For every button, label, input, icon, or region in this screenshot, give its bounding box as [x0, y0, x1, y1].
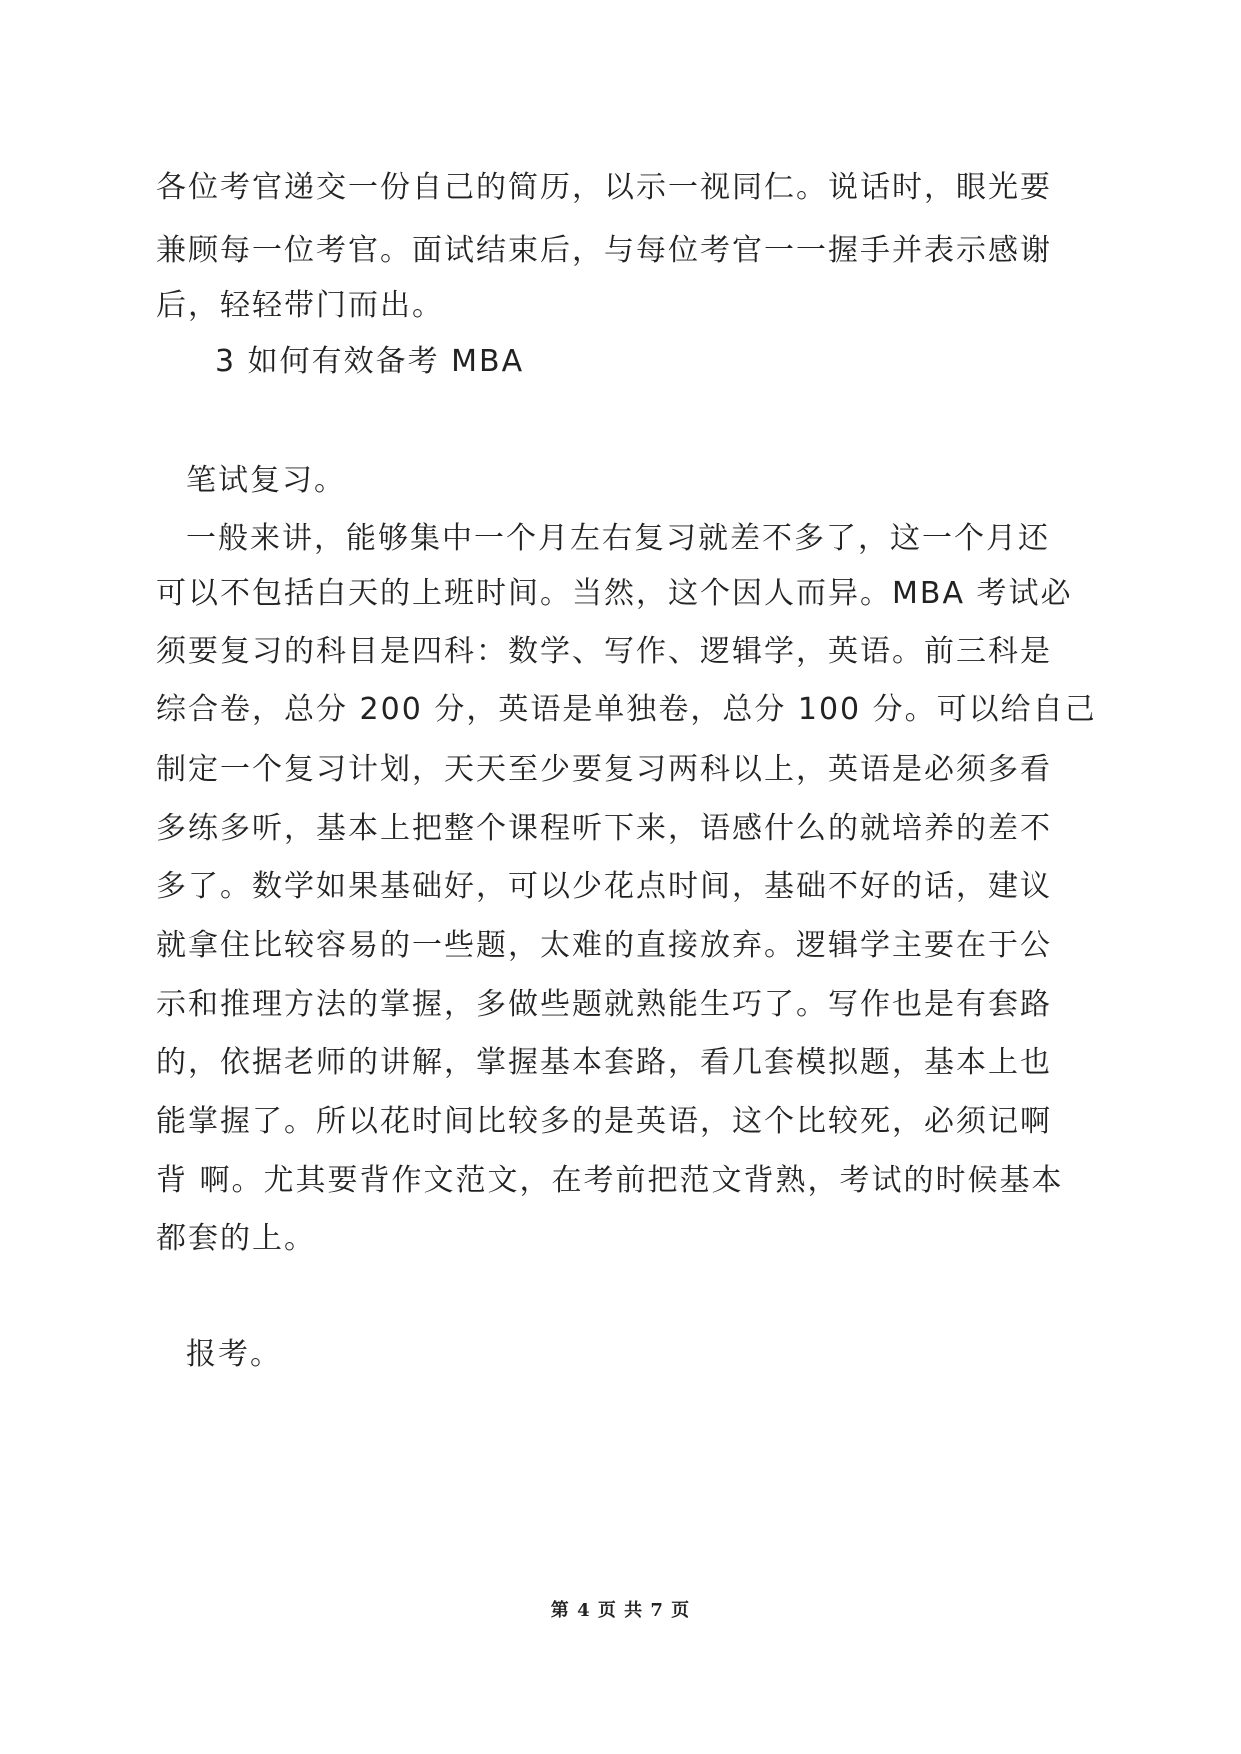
- body-text-line: 能掌握了。所以花时间比较多的是英语，这个比较死，必须记啊: [156, 1104, 1052, 1139]
- subheading-written-exam: 笔试复习。: [186, 463, 346, 498]
- section-heading: 3 如何有效备考 MBA: [215, 344, 525, 379]
- body-text-line: 背 啊。尤其要背作文范文，在考前把范文背熟，考试的时候基本: [156, 1163, 1064, 1198]
- body-text-line: 兼顾每一位考官。面试结束后，与每位考官一一握手并表示感谢: [156, 233, 1052, 268]
- body-text-line: 示和推理方法的掌握，多做些题就熟能生巧了。写作也是有套路: [156, 987, 1052, 1022]
- body-text-line: 可以不包括白天的上班时间。当然，这个因人而异。MBA 考试必: [156, 576, 1073, 611]
- body-text-line: 各位考官递交一份自己的简历，以示一视同仁。说话时，眼光要: [156, 170, 1052, 205]
- body-text-line: 多了。数学如果基础好，可以少花点时间，基础不好的话，建议: [156, 869, 1052, 904]
- body-text-line: 多练多听，基本上把整个课程听下来，语感什么的就培养的差不: [156, 811, 1052, 846]
- body-text-line: 的，依据老师的讲解，掌握基本套路，看几套模拟题，基本上也: [156, 1045, 1052, 1080]
- body-text-line: 须要复习的科目是四科：数学、写作、逻辑学，英语。前三科是: [156, 634, 1052, 669]
- body-text-line: 后，轻轻带门而出。: [156, 288, 444, 323]
- page-number-footer: 第 4 页 共 7 页: [550, 1600, 691, 1621]
- body-text-line: 就拿住比较容易的一些题，太难的直接放弃。逻辑学主要在于公: [156, 928, 1052, 963]
- body-text-line: 一般来讲，能够集中一个月左右复习就差不多了，这一个月还: [186, 521, 1050, 556]
- body-text-line: 都套的上。: [156, 1221, 316, 1256]
- body-text-line: 综合卷，总分 200 分，英语是单独卷，总分 100 分。可以给自己: [156, 692, 1097, 727]
- body-text-line: 制定一个复习计划，天天至少要复习两科以上，英语是必须多看: [156, 752, 1052, 787]
- subheading-registration: 报考。: [186, 1337, 282, 1372]
